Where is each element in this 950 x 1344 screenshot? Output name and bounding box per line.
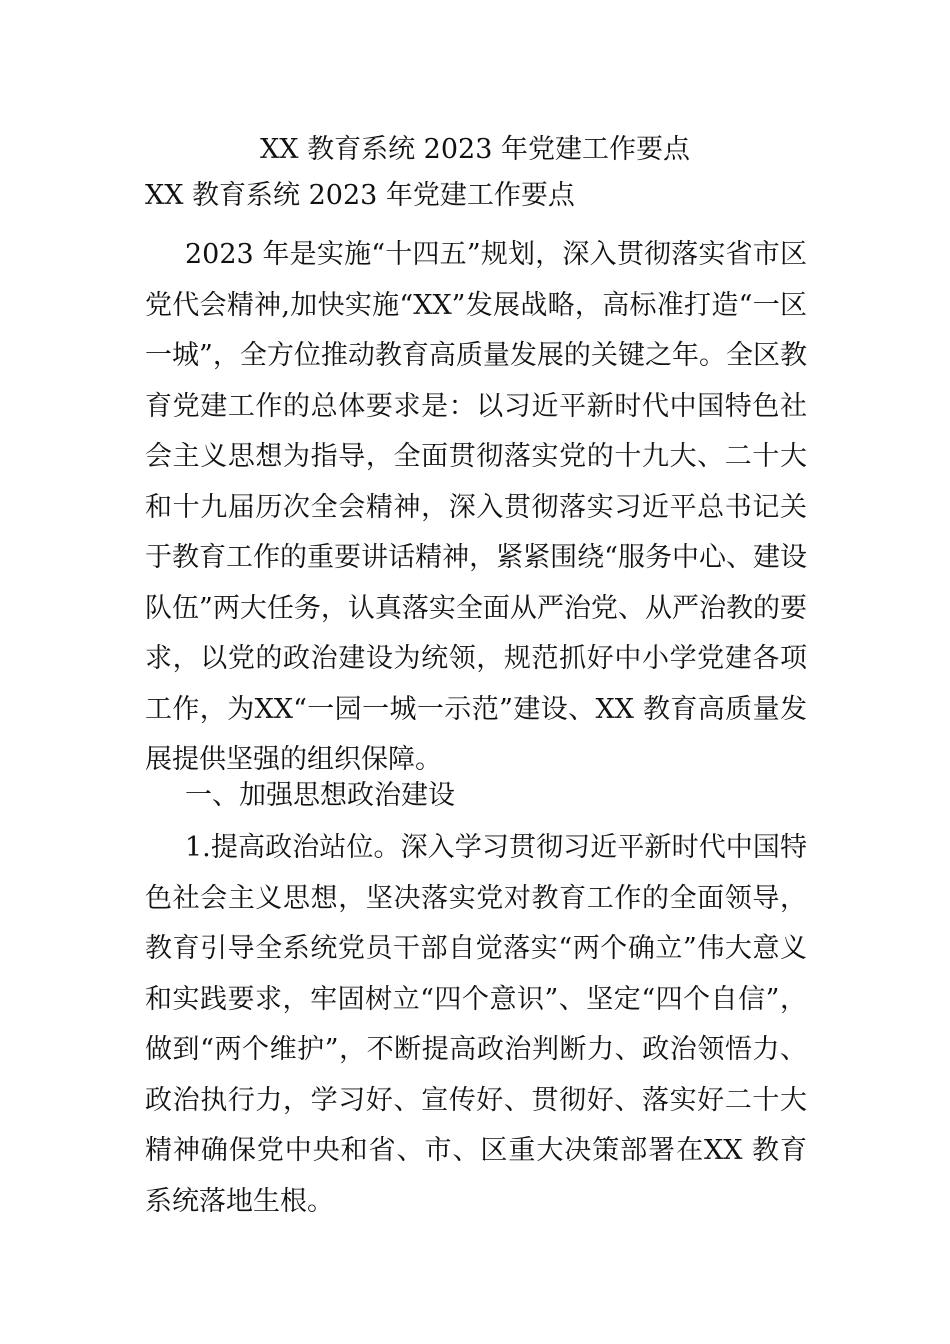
intro-paragraph: 2023 年是实施“十四五”规划，深入贯彻落实省市区党代会精神,加快实施“XX”发展战略，高标准打造“一区一城”，全方位推动教育高质量发展的关键之年。全区教育党建工作的总体要求是：以习近平新时代中国特色社会主义思想为指导，全面贯彻落实党的十九大、二十大和十九届历次全会精神，深入贯彻落实习近平总书记关于教育工作的重要讲话精神，紧紧围绕“服务中心、建设队伍”两大任务，认真落实全面从严治党、从严治教的要求，以党的政治建设为统领，规范抓好中小学党建各项工作，为XX“一园一城一示范”建设、XX 教育高质量发展提供坚强的组织保障。 [145,239,807,775]
document-subtitle: XX 教育系统 2023 年党建工作要点 [145,180,575,211]
section-heading: 一、加强思想政治建设 [185,780,455,811]
section-paragraph: 1.提高政治站位。深入学习贯彻习近平新时代中国特色社会主义思想，坚决落实党对教育工作的全面领导，教育引导全系统党员干部自觉落实“两个确立”伟大意义和实践要求，牢固树立“四个意识”、坚定“四个自信”，做到“两个维护”，不断提高政治判断力、政治领悟力、政治执行力，学习好、宣传好、贯彻好、落实好二十大精神确保党中央和省、市、区重大决策部署在XX 教育系统落地生根。 [145,832,807,1217]
document-title: XX 教育系统 2023 年党建工作要点 [260,134,690,165]
